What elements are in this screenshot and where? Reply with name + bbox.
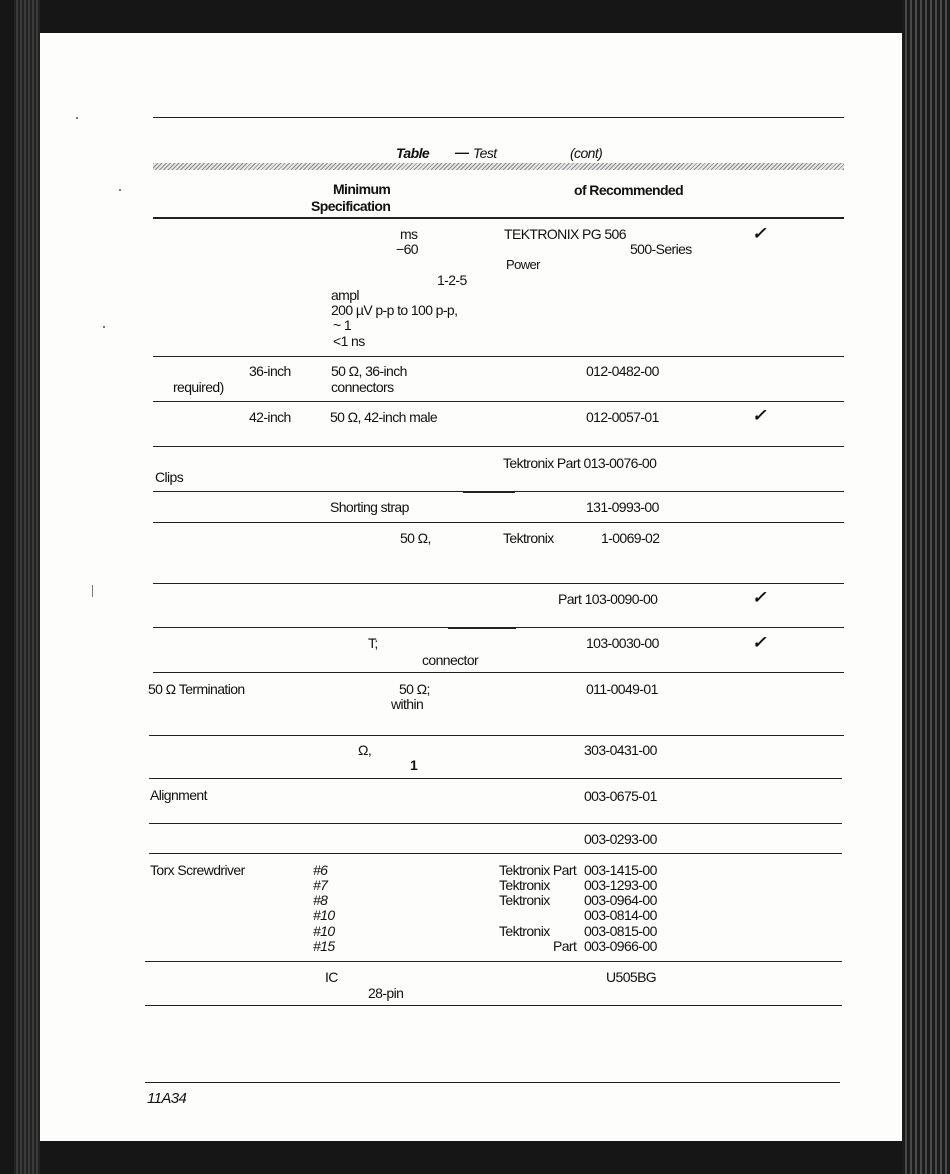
row-rule [145,961,842,962]
spec-text: ms [400,226,418,242]
short-rule [448,628,516,629]
example-text: Tektronix Part [499,862,577,878]
spec-text: <1 ns [333,333,365,349]
spec-text: 28-pin [368,985,404,1001]
part-number: 303-0431-00 [584,742,657,758]
row-rule [149,823,842,824]
spec-text: IC [325,969,338,985]
spec-text: Ω, [358,742,372,758]
spec-text: within [391,696,424,712]
torx-size: #7 [313,877,328,893]
part-number: 012-0482-00 [586,363,659,379]
table-word: Table [396,145,430,161]
scan-right-edge [902,0,950,1174]
example-text: Tektronix [499,877,550,893]
row-rule [149,735,844,736]
page-number: 11A34 [147,1090,187,1107]
spec-text: −60 [396,241,418,257]
title-cont: (cont) [570,145,603,161]
example-text: Tektronix [499,892,550,908]
part-number: 003-1293-00 [584,877,657,893]
spec-text: 50 Ω, 42-inch male [330,409,438,425]
example-text: 500-Series [630,241,692,257]
part-number: 003-0966-00 [584,938,657,954]
part-number: 1-0069-02 [601,530,660,546]
part-number: 012-0057-01 [586,409,659,425]
spec-text: connectors [331,379,394,395]
scan-speck [76,117,78,119]
spec-text: Shorting strap [330,499,409,515]
item-text: 42-inch [249,409,291,425]
item-text: required) [173,379,224,395]
spec-text: 50 Ω, [400,530,431,546]
part-number: U505BG [606,969,657,985]
part-number: 003-0815-00 [584,923,657,939]
document-page [40,33,902,1141]
torx-size: #6 [313,862,328,878]
example-text: TEKTRONIX PG 506 [504,226,626,242]
torx-size: #10 [313,907,335,923]
row-rule [145,1005,842,1006]
part-number: 011-0049-01 [586,681,658,697]
row-rule [153,401,844,402]
part-number: 003-0675-01 [584,788,657,804]
example-text: Tektronix [503,530,554,546]
example-text: Power [506,257,540,272]
torx-size: #8 [313,892,328,908]
part-number: 131-0993-00 [586,499,659,515]
check-mark: ✓ [752,224,767,243]
header-rule [153,217,844,219]
spec-text: 1-2-5 [437,272,467,288]
short-rule [463,492,515,493]
footer-rule [145,1082,840,1083]
row-rule [153,672,844,673]
part-number: Part 103-0090-00 [558,591,658,607]
part-number: 103-0030-00 [586,635,659,651]
scan-speck [103,326,105,328]
spec-text: ampl [331,287,359,303]
check-mark: ✓ [752,406,767,425]
item-text: Torx Screwdriver [150,862,245,878]
part-number: 003-0814-00 [584,907,657,923]
scan-speck [119,189,121,191]
header-minimum: Minimum [333,181,391,197]
spec-text: 50 Ω; [399,681,430,697]
top-rule [153,117,844,118]
spec-text: 200 µV p-p to 100 p-p, [331,302,458,318]
row-rule [149,853,842,854]
header-recommended: of Recommended [574,182,684,198]
test-word: Test [473,145,497,161]
item-text: Clips [155,469,184,485]
spec-text: 1 [410,757,418,773]
check-mark: ✓ [752,633,767,652]
row-rule [153,583,844,584]
scan-speck [92,585,93,597]
example-text: Tektronix [499,923,550,939]
example-text: Tektronix Part 013-0076-00 [503,455,657,471]
part-number: 003-1415-00 [584,862,657,878]
item-text: 36-inch [249,363,291,379]
item-text: 50 Ω Termination [148,681,245,697]
row-rule [153,356,844,357]
row-rule [149,778,842,779]
header-specification: Specification [311,198,391,214]
part-number: 003-0964-00 [584,892,657,908]
row-rule [153,491,844,492]
torx-size: #15 [313,938,335,954]
example-text: Part [553,938,577,954]
row-rule [153,446,844,447]
spec-text: ~ 1 [333,317,352,333]
title-hatch-bar [153,163,844,170]
title-dash: — [455,144,469,160]
row-rule [153,522,844,523]
spec-text: T; [368,635,378,651]
scan-left-edge [14,0,40,1174]
check-mark: ✓ [752,588,767,607]
torx-size: #10 [313,923,335,939]
spec-text: connector [422,652,479,668]
part-number: 003-0293-00 [584,831,657,847]
spec-text: 50 Ω, 36-inch [331,363,407,379]
item-text: Alignment [150,787,207,803]
